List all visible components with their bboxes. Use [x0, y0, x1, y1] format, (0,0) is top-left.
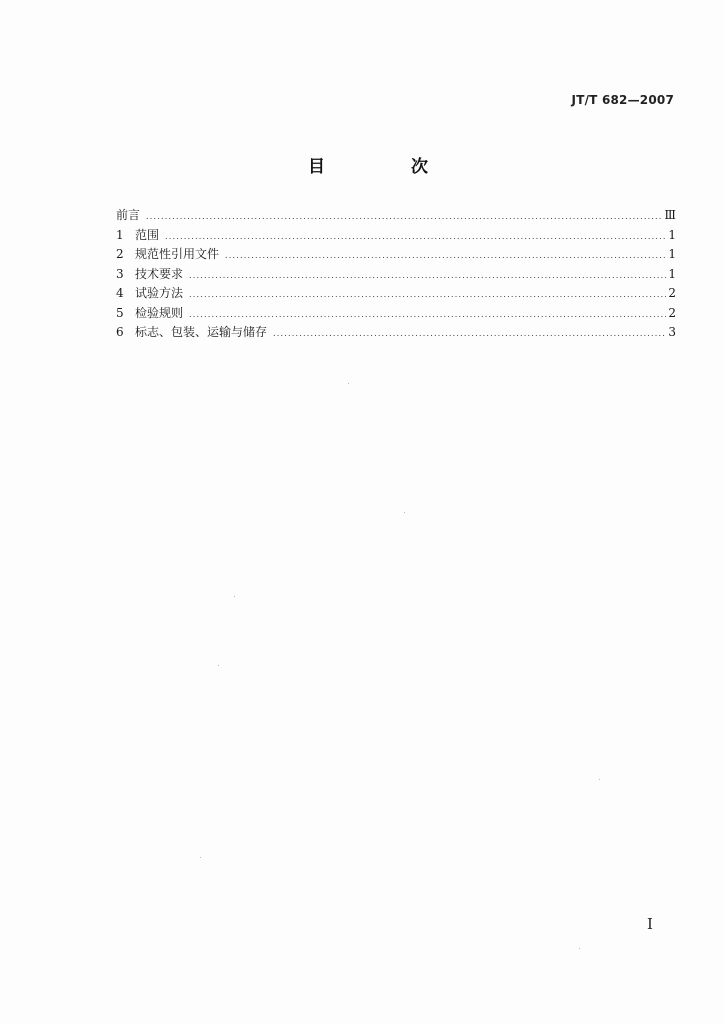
toc-entry-label: 范围 [135, 227, 160, 242]
toc-entry-number: 6 [116, 325, 124, 339]
toc-dot-leader [225, 246, 666, 266]
toc-entry-page: 1 [668, 247, 676, 261]
toc-entry-page: 1 [668, 266, 676, 281]
toc-entry-label: 标志、包装、运输与储存 [135, 325, 268, 339]
scan-speck [404, 512, 405, 513]
toc-entry-number: 5 [116, 305, 124, 320]
toc-entry-number: 1 [116, 227, 124, 242]
toc-entry-number: 4 [116, 286, 124, 300]
toc-entry-marking-packaging[interactable] [116, 323, 676, 343]
toc-dot-leader [165, 227, 666, 247]
toc-entry-number: 3 [116, 266, 124, 281]
toc-dot-leader [189, 266, 666, 286]
toc-entry-page: Ⅲ [664, 208, 676, 222]
toc-entry-page: 1 [668, 227, 676, 242]
toc-entry-foreword[interactable] [116, 206, 676, 226]
scan-speck [200, 857, 201, 858]
scan-speck [579, 948, 580, 949]
scan-speck [218, 665, 219, 666]
toc-entry-number: 2 [116, 247, 124, 261]
table-of-contents [116, 206, 676, 343]
scan-speck [599, 779, 600, 780]
toc-entry-label: 检验规则 [135, 305, 184, 320]
toc-entry-test-methods[interactable] [116, 284, 676, 304]
toc-entry-page: 2 [668, 286, 676, 300]
toc-entry-technical-requirements[interactable] [116, 265, 676, 285]
toc-entry-page: 3 [668, 325, 676, 339]
toc-dot-leader [189, 305, 666, 325]
toc-entry-label: 前言 [116, 208, 141, 222]
page-number: I [647, 915, 653, 933]
scan-speck [234, 596, 235, 597]
toc-entry-normative-references[interactable] [116, 245, 676, 265]
toc-dot-leader [189, 285, 666, 305]
standard-code: JT/T 682—2007 [571, 93, 674, 107]
toc-entry-scope[interactable] [116, 226, 676, 246]
toc-dot-leader [146, 207, 662, 227]
toc-dot-leader [273, 324, 666, 344]
page-title: 目 次 [308, 157, 468, 177]
scan-speck [348, 383, 349, 384]
toc-entry-label: 规范性引用文件 [135, 247, 220, 261]
toc-entry-page: 2 [668, 305, 676, 320]
toc-entry-inspection-rules[interactable] [116, 304, 676, 324]
toc-entry-label: 试验方法 [135, 286, 184, 300]
toc-entry-label: 技术要求 [135, 266, 184, 281]
